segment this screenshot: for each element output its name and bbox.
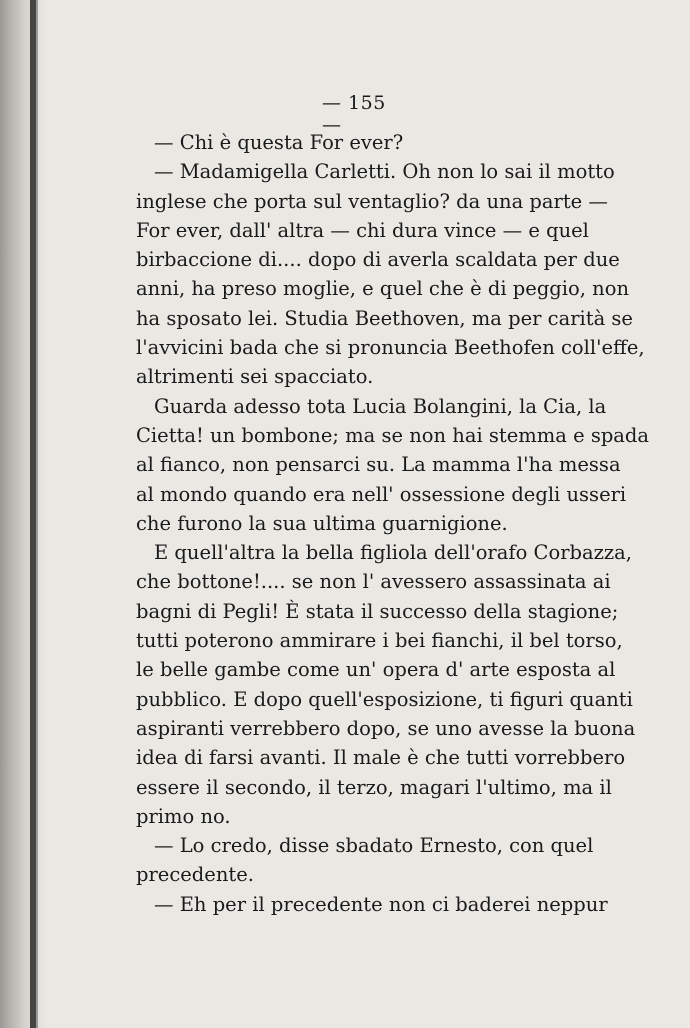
text-line: — Eh per il precedente non ci baderei neppur	[154, 892, 608, 916]
text-line: altrimenti sei spacciato.	[136, 365, 374, 389]
text-line: al mondo quando era nell' ossessione degli usseri	[136, 482, 627, 506]
text-line: birbaccione di.... dopo di averla scaldata per due	[136, 248, 620, 272]
text-line: al fianco, non pensarci su. La mamma l'ha messa	[136, 453, 621, 477]
text-line: E quell'altra la bella figliola dell'orafo Corbazza,	[154, 541, 632, 565]
text-line: anni, ha preso moglie, e quel che è di peggio, non	[136, 277, 630, 301]
text-line: — Madamigella Carletti. Oh non lo sai il motto	[154, 160, 615, 184]
text-line: essere il secondo, il terzo, magari l'ultimo, ma il	[136, 775, 612, 799]
text-line: idea di farsi avanti. Il male è che tutti vorrebbero	[136, 746, 626, 770]
text-line: primo no.	[136, 804, 231, 828]
text-line: Cietta! un bombone; ma se non hai stemma e spada	[136, 423, 650, 447]
text-line: le belle gambe come un' opera d' arte esposta al	[136, 658, 616, 682]
text-line: che furono la sua ultima guarnigione.	[136, 511, 508, 535]
text-line: inglese che porta sul ventaglio? da una parte —	[136, 189, 608, 213]
binding-edge-shadow	[36, 0, 38, 1028]
text-line: l'avvicini bada che si pronuncia Beethofen coll'effe,	[136, 336, 645, 360]
text-line: For ever, dall' altra — chi dura vince — e quel	[136, 218, 589, 242]
text-line: — Chi è questa For ever?	[154, 131, 404, 154]
text-line: tutti poterono ammirare i bei fianchi, il bel torso,	[136, 629, 623, 653]
text-line: aspiranti verrebbero dopo, se uno avesse la buona	[136, 716, 636, 740]
body-text	[136, 128, 650, 919]
text-line: — Lo credo, disse sbadato Ernesto, con quel	[154, 834, 594, 858]
binding-gutter	[0, 0, 46, 1028]
text-line: bagni di Pegli! È stata il successo della stagione;	[136, 599, 619, 623]
text-line: che bottone!.... se non l' avessero assassinata ai	[136, 570, 611, 594]
text-line: precedente.	[136, 863, 254, 887]
text-line: ha sposato lei. Studia Beethoven, ma per carità se	[136, 306, 633, 330]
page-number: — 155 —	[322, 92, 386, 136]
text-line: Guarda adesso tota Lucia Bolangini, la Cia, la	[154, 394, 607, 418]
text-line: pubblico. E dopo quell'esposizione, ti figuri quanti	[136, 687, 633, 711]
